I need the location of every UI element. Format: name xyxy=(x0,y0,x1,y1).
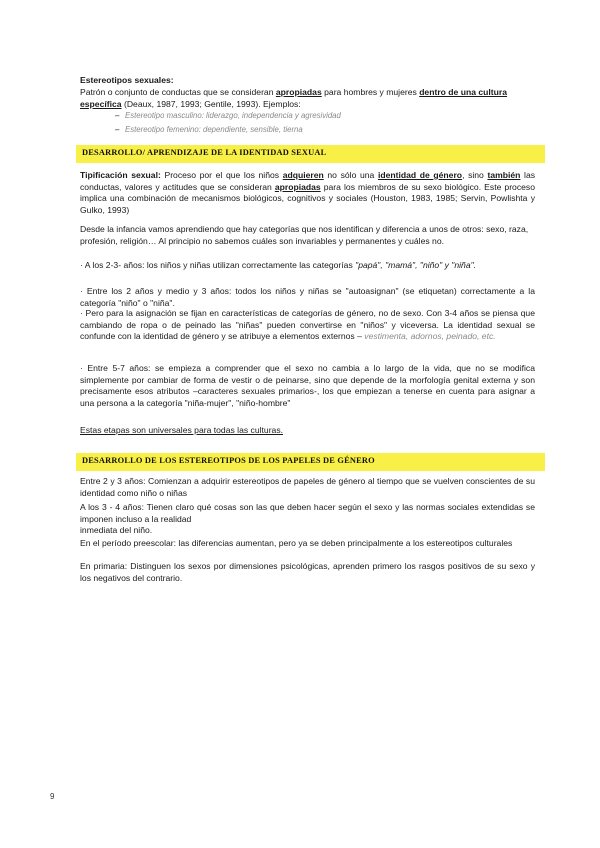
asignacion-paragraph: · Pero para la asignación se fijan en características de categorías de género, no de sexo. Con 3-4 años se piensa que cambiando de ropa o de peinado las "niñas" pueden convertirse en "niños" y viceversa. La identidad sexual se confunde con la identidad de género y se atribuye a elementos externos – vestimenta, adornos, peinado, etc. xyxy=(80,308,535,341)
example-masculino: – Estereotipo masculino: liderazgo, independencia y agresividad xyxy=(115,111,341,120)
preescolar-paragraph: En el período preescolar: las diferencias aumentan, pero ya se deben principalmente a los estereotipos culturales xyxy=(80,538,513,548)
universal-note: Estas etapas son universales para todas las culturas. xyxy=(80,425,284,435)
estereotipos-definition: Patrón o conjunto de conductas que se consideran apropiadas para hombres y mujeres dentro de una cultura específica (Deaux, 1987, 1993; Gentile, 1993). Ejemplos: xyxy=(80,87,508,109)
age-5-7-paragraph: · Entre 5-7 años: se empieza a comprender que el sexo no cambia a lo largo de la vida, que no se modifica simplemente por cambiar de forma de vestir o de peinarse, sino que depende de la morfología genital externa y son precisamente esos atributos –caracteres sexuales primarios-, los que empiezan a tenerse en cuenta para asignar a una persona a la categoría "niña-mujer", "niño-hombre" xyxy=(80,363,535,408)
age-2-3-roles-paragraph: Entre 2 y 3 años: Comienzan a adquirir estereotipos de papeles de género al tiempo que se vuelven conscientes de su identidad como niño o niñas xyxy=(80,476,535,498)
age-2-5-3-paragraph: · Entre los 2 años y medio y 3 años: todos los niños y niñas se "autoasignan" (se etiquetan) correctamente a la categoría "niño" o "niña". xyxy=(80,286,535,308)
age-2-3-paragraph: · A los 2-3- años: los niños y niñas utilizan correctamente las categorías "papá", "mamá", "niño" y "niña". xyxy=(80,260,477,270)
section-title-identidad: DESARROLLO/ APRENDIZAJE DE LA IDENTIDAD SEXUAL xyxy=(82,148,327,157)
estereotipos-heading: Estereotipos sexuales: xyxy=(80,75,174,85)
page-number: 9 xyxy=(50,792,55,801)
example-femenino: – Estereotipo femenino: dependiente, sensible, tierna xyxy=(115,125,303,134)
estereotipos-examples xyxy=(115,110,525,135)
infancia-paragraph: Desde la infancia vamos aprendiendo que hay categorías que nos identifican y diferencia a unos de otros: sexo, raza, profesión, religión… Al principio no sabemos cuáles son invariables y permanentes y cuáles no. xyxy=(80,224,529,246)
section-band-estereotipos xyxy=(76,453,545,471)
age-3-4-roles-paragraph: A los 3 - 4 años: Tienen claro qué cosas son las que deben hacer según el sexo y las normas sociales extendidas se imponen incluso a la realidad inmediata del niño. xyxy=(80,502,535,535)
primaria-paragraph: En primaria: Distinguen los sexos por dimensiones psicológicas, aprenden primero los rasgos positivos de su sexo y los negativos del contrario. xyxy=(80,561,535,583)
section-band-identidad xyxy=(76,145,545,163)
section-title-estereotipos: DESARROLLO DE LOS ESTEREOTIPOS DE LOS PAPELES DE GÉNERO xyxy=(82,456,375,465)
tipificacion-paragraph: Tipificación sexual: Proceso por el que los niños adquieren no sólo una identidad de género, sino también las conductas, valores y actitudes que se consideran apropiadas para los miembros de su sexo biológico. Este proceso implica una combinación de mecanismos biológicos, cognitivos y sociales (Houston, 1983, 1985; Servin, Powlishta y Gulko, 1993) xyxy=(80,170,536,215)
